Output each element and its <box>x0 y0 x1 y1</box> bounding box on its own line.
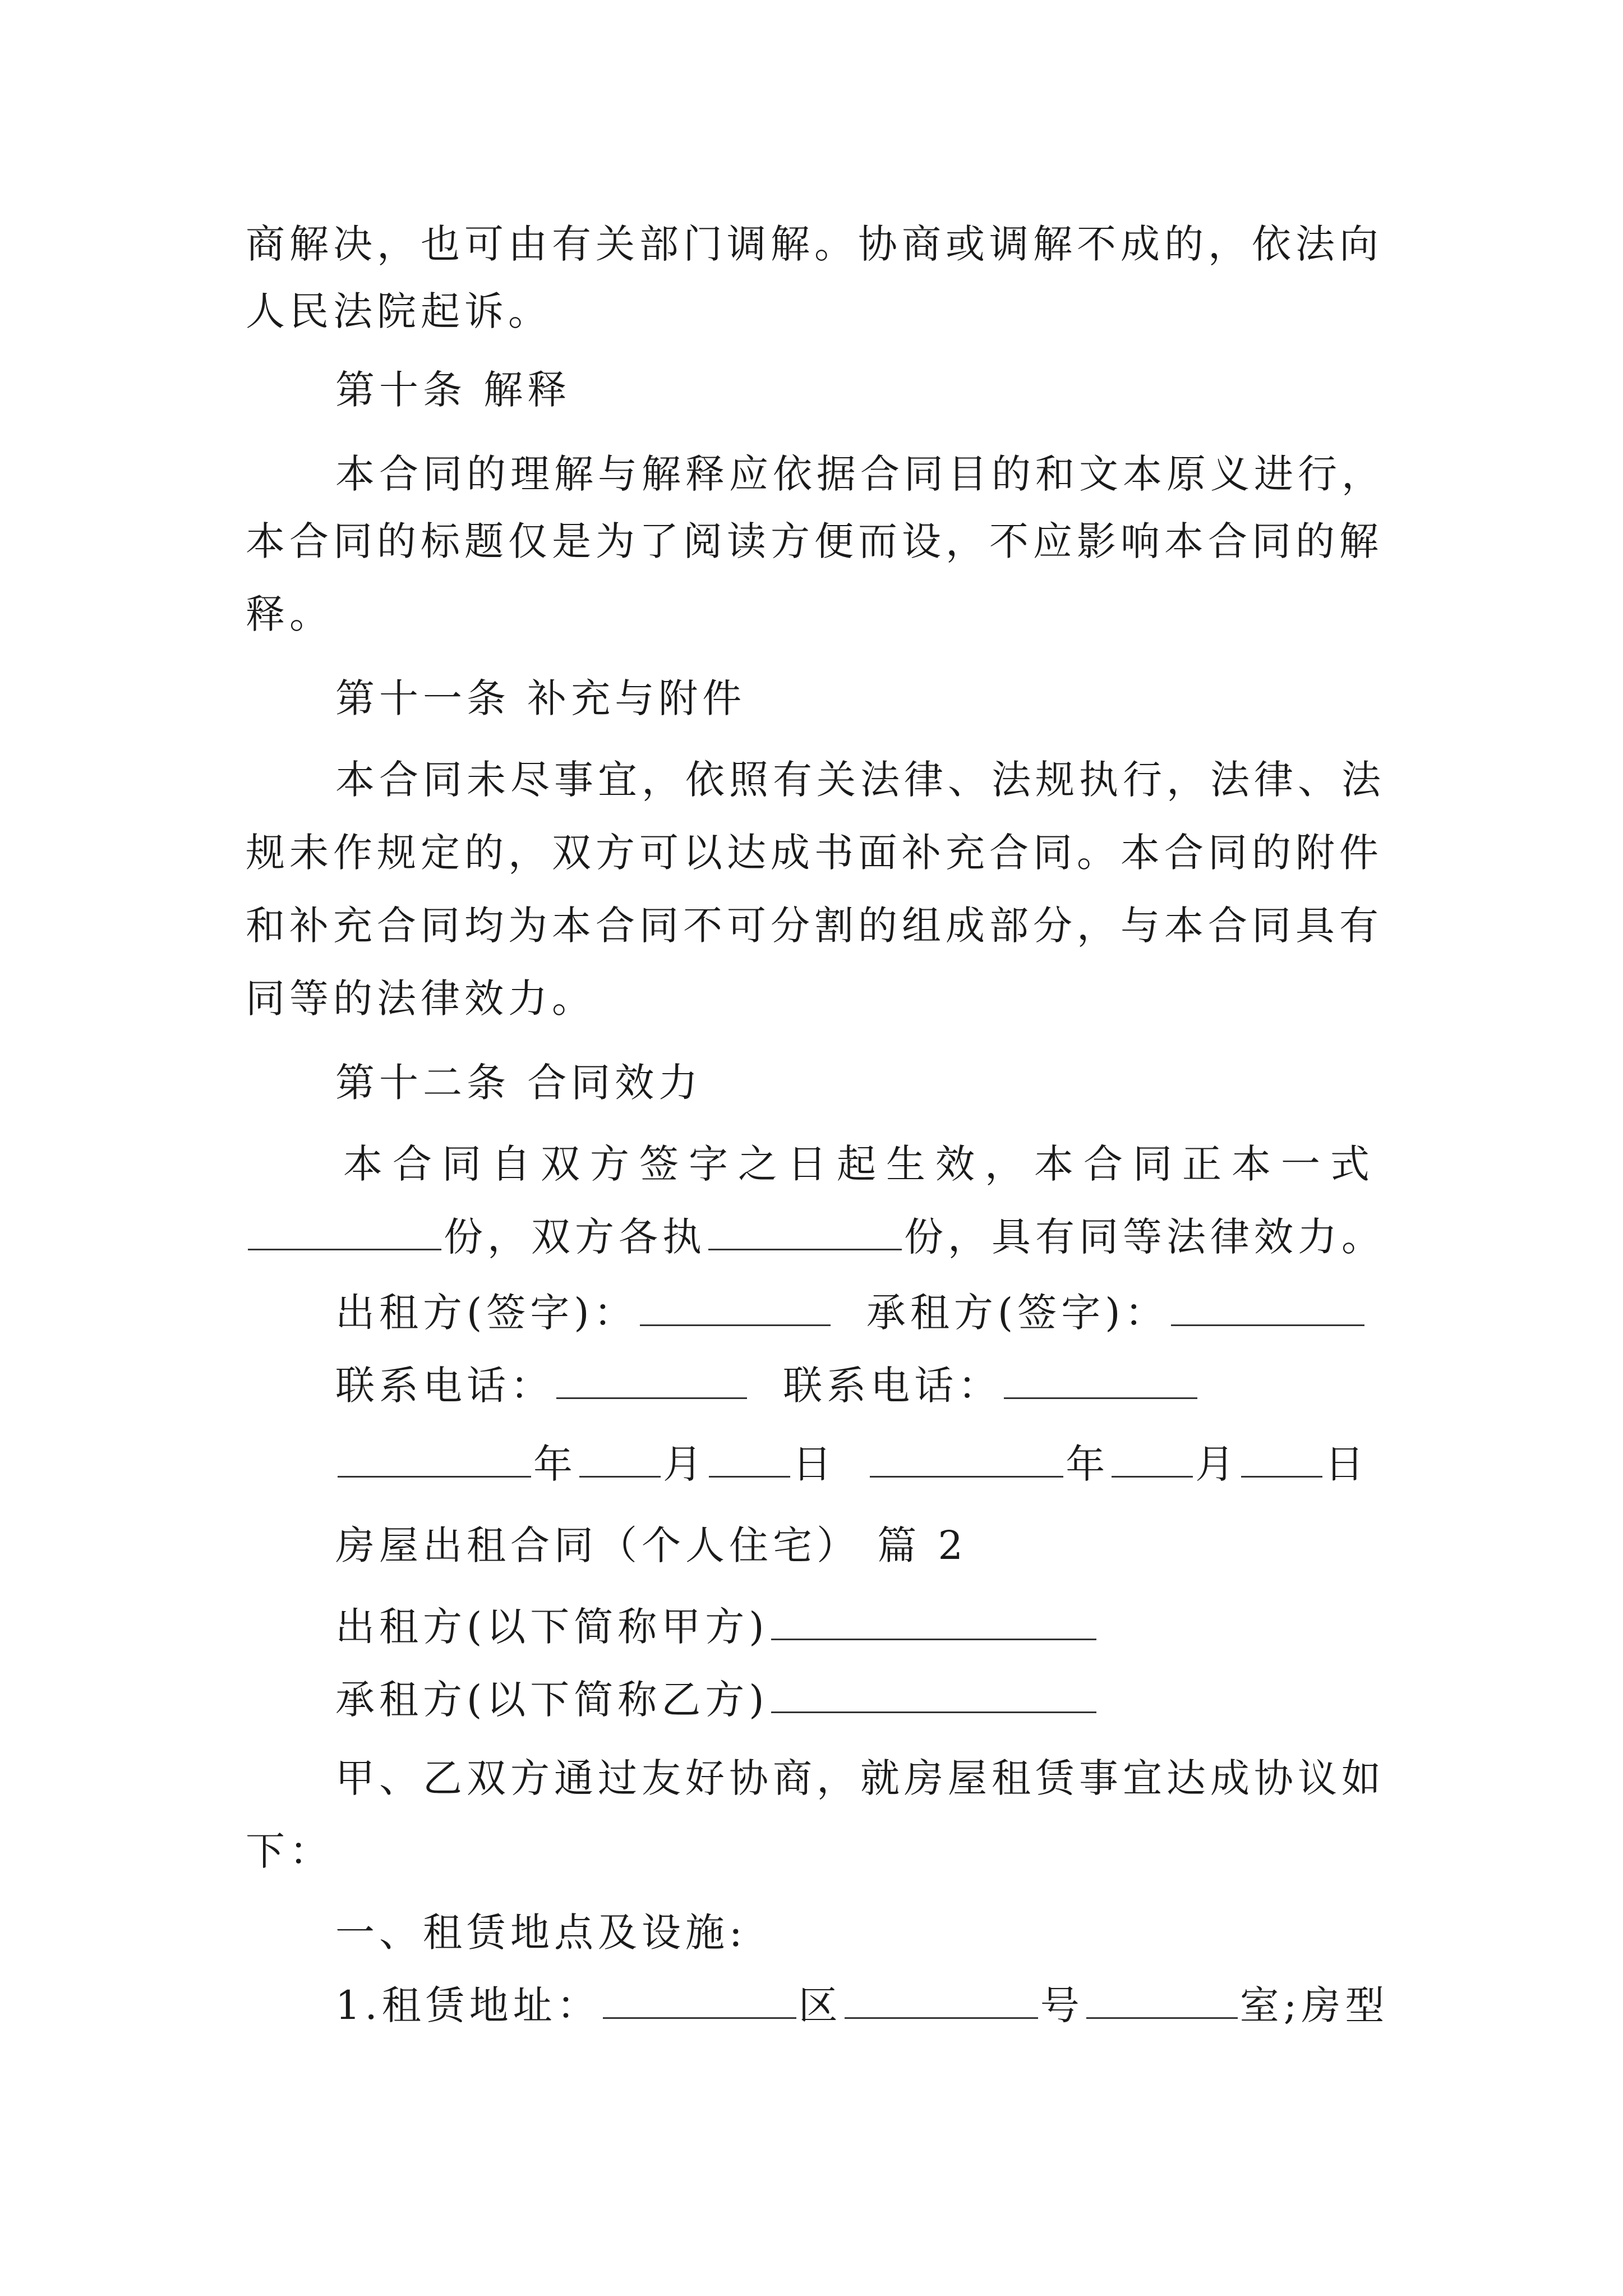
section-heading: 第十一条 补充与附件 <box>335 675 746 721</box>
copies-each-blank[interactable] <box>708 1209 902 1250</box>
text-line: 和补充合同均为本合同不可分割的组成部分，与本合同具有 <box>246 903 1383 949</box>
lessee-sign-label: 承租方(签字)： <box>866 1290 1169 1336</box>
phone-line <box>335 1358 1200 1414</box>
text-line: 本合同的理解与解释应依据合同目的和文本原义进行， <box>335 451 1385 497</box>
day-blank[interactable] <box>709 1437 790 1478</box>
year-label: 年 <box>533 1441 577 1487</box>
copies-line <box>246 1209 1385 1265</box>
copies-text: 份，具有同等法律效力。 <box>904 1214 1385 1260</box>
party-a-blank[interactable] <box>771 1599 1096 1640</box>
month-blank[interactable] <box>1112 1437 1193 1478</box>
address-label: 1.租赁地址： <box>335 1982 601 2028</box>
text-line: 本合同未尽事宜，依照有关法律、法规执行，法律、法 <box>335 757 1385 803</box>
lessee-sign-blank[interactable] <box>1171 1285 1364 1326</box>
text-line: 商解决，也可由有关部门调解。协商或调解不成的，依法向 <box>246 221 1383 267</box>
month-label: 月 <box>1195 1441 1239 1487</box>
month-blank[interactable] <box>579 1437 661 1478</box>
lessor-sign-label: 出租方(签字)： <box>335 1290 638 1336</box>
section-heading: 第十条 解释 <box>335 367 571 413</box>
text-line: 规未作规定的，双方可以达成书面补充合同。本合同的附件 <box>246 830 1383 876</box>
date-line <box>335 1436 1368 1492</box>
room-blank[interactable] <box>1086 1978 1238 2019</box>
clause-heading: 一、租赁地点及设施: <box>335 1910 747 1955</box>
district-label: 区 <box>798 1982 842 2028</box>
phone-label: 联系电话： <box>783 1363 1002 1409</box>
year-blank[interactable] <box>338 1437 531 1478</box>
copies-text: 份，双方各执 <box>444 1214 706 1260</box>
text-line: 人民法院起诉。 <box>246 288 552 334</box>
text-line: 甲、乙双方通过友好协商，就房屋租赁事宜达成协议如 <box>335 1755 1385 1801</box>
party-a-line <box>335 1599 1099 1655</box>
address-line <box>335 1977 1389 2033</box>
signature-line <box>335 1285 1367 1341</box>
party-a-label: 出租方(以下简称甲方) <box>335 1604 769 1650</box>
section-heading: 第十二条 合同效力 <box>335 1060 703 1106</box>
day-label: 日 <box>1325 1441 1369 1487</box>
district-blank[interactable] <box>603 1978 796 2019</box>
day-blank[interactable] <box>1241 1437 1322 1478</box>
party-b-blank[interactable] <box>771 1672 1096 1713</box>
year-blank[interactable] <box>870 1437 1063 1478</box>
number-label: 号 <box>1040 1982 1084 2028</box>
phone-blank[interactable] <box>1004 1358 1197 1399</box>
text-line: 下： <box>246 1828 333 1874</box>
year-label: 年 <box>1066 1441 1110 1487</box>
party-b-label: 承租方(以下简称乙方) <box>335 1677 769 1723</box>
phone-label: 联系电话： <box>335 1363 554 1409</box>
text-line: 释。 <box>246 591 333 637</box>
text-line: 本合同自双方签字之日起生效，本合同正本一式 <box>343 1141 1380 1187</box>
copies-blank[interactable] <box>248 1209 441 1250</box>
text-line: 本合同的标题仅是为了阅读方便而设，不应影响本合同的解 <box>246 518 1383 564</box>
lessor-sign-blank[interactable] <box>640 1285 831 1326</box>
text-line: 同等的法律效力。 <box>246 976 596 1022</box>
month-label: 月 <box>663 1441 707 1487</box>
number-blank[interactable] <box>845 1978 1038 2019</box>
section-title: 房屋出租合同（个人住宅） 篇 2 <box>335 1522 968 1568</box>
party-b-line <box>335 1672 1099 1728</box>
day-label: 日 <box>792 1441 836 1487</box>
phone-blank[interactable] <box>556 1358 747 1399</box>
room-label: 室;房型 <box>1239 1982 1389 2028</box>
